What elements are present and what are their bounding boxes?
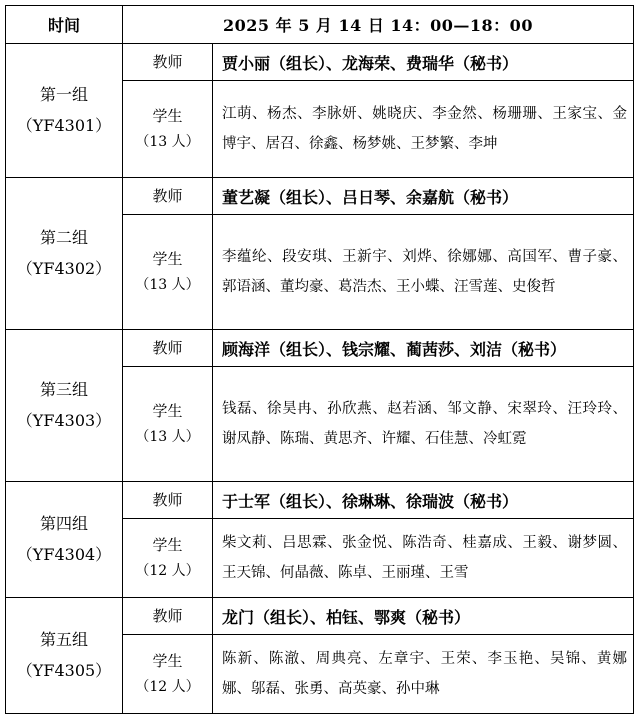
student-role-label: 学生	[152, 535, 183, 554]
group-1-cell	[6, 44, 123, 178]
student-count: （12 人）	[135, 562, 200, 579]
group-5-teacher-row	[6, 598, 634, 635]
teacher-role-label: 教师	[123, 598, 213, 635]
student-count: （13 人）	[135, 133, 200, 150]
group-5-cell	[6, 598, 123, 714]
student-count: （13 人）	[135, 276, 200, 293]
group-code: （YF4304）	[16, 544, 112, 564]
group-4-teachers: 于士军（组长）、徐琳琳、徐瑞波（秘书）	[213, 482, 634, 519]
teacher-role-label: 教师	[123, 44, 213, 81]
group-name: 第三组	[39, 380, 88, 400]
student-role-label: 学生	[152, 249, 183, 268]
group-1-teachers: 贾小丽（组长）、龙海荣、费瑞华（秘书）	[213, 44, 634, 81]
group-code: （YF4302）	[16, 258, 112, 278]
header-row	[6, 6, 634, 44]
group-2-students: 李蕴纶、段安琪、王新宇、刘烨、徐娜娜、高国军、曹子豪、郭语涵、董均豪、葛浩杰、王小蝶、汪雪莲、史俊哲	[213, 215, 634, 330]
student-role-label: 学生	[152, 106, 183, 125]
group-schedule-table	[5, 5, 634, 714]
group-name: 第二组	[39, 228, 88, 248]
group-code: （YF4303）	[16, 410, 112, 430]
time-value-cell: 2025 年 5 月 14 日 14：00—18：00	[123, 6, 634, 44]
group-3-teachers: 顾海洋（组长）、钱宗耀、蔺茜莎、刘洁（秘书）	[213, 330, 634, 367]
group-5-students: 陈新、陈澈、周典亮、左章宇、王荣、李玉艳、吴锦、黄娜娜、邬磊、张勇、高英豪、孙中琳	[213, 635, 634, 714]
student-role-cell	[123, 367, 213, 482]
time-label-cell: 时间	[6, 6, 123, 44]
group-4-teacher-row	[6, 482, 634, 519]
student-role-cell	[123, 635, 213, 714]
teacher-role-label: 教师	[123, 178, 213, 215]
group-3-teacher-row	[6, 330, 634, 367]
student-role-cell	[123, 81, 213, 178]
group-5-teachers: 龙门（组长）、柏钰、鄂爽（秘书）	[213, 598, 634, 635]
group-2-teacher-row	[6, 178, 634, 215]
student-count: （12 人）	[135, 678, 200, 695]
group-name: 第四组	[39, 514, 88, 534]
group-code: （YF4305）	[16, 660, 112, 680]
group-name: 第五组	[39, 630, 88, 650]
student-count: （13 人）	[135, 428, 200, 445]
group-code: （YF4301）	[16, 115, 112, 135]
student-role-cell	[123, 215, 213, 330]
student-role-label: 学生	[152, 651, 183, 670]
student-role-label: 学生	[152, 401, 183, 420]
teacher-role-label: 教师	[123, 482, 213, 519]
group-2-teachers: 董艺凝（组长）、吕日琴、余嘉航（秘书）	[213, 178, 634, 215]
group-3-cell	[6, 330, 123, 482]
group-2-cell	[6, 178, 123, 330]
teacher-role-label: 教师	[123, 330, 213, 367]
group-1-students: 江萌、杨杰、李脉妍、姚晓庆、李金然、杨珊珊、王家宝、金博宇、居召、徐鑫、杨梦姚、王梦繁、李坤	[213, 81, 634, 178]
group-1-teacher-row	[6, 44, 634, 81]
student-role-cell	[123, 519, 213, 598]
group-4-cell	[6, 482, 123, 598]
group-4-students: 柴文莉、吕思霖、张金悦、陈浩奇、桂嘉成、王毅、谢梦圆、王天锦、何晶薇、陈卓、王丽瑾、王雪	[213, 519, 634, 598]
group-name: 第一组	[39, 85, 88, 105]
group-3-students: 钱磊、徐昊冉、孙欣燕、赵若涵、邹文静、宋翠玲、汪玲玲、谢凤静、陈瑞、黄思齐、许耀、石佳慧、冷虹霓	[213, 367, 634, 482]
